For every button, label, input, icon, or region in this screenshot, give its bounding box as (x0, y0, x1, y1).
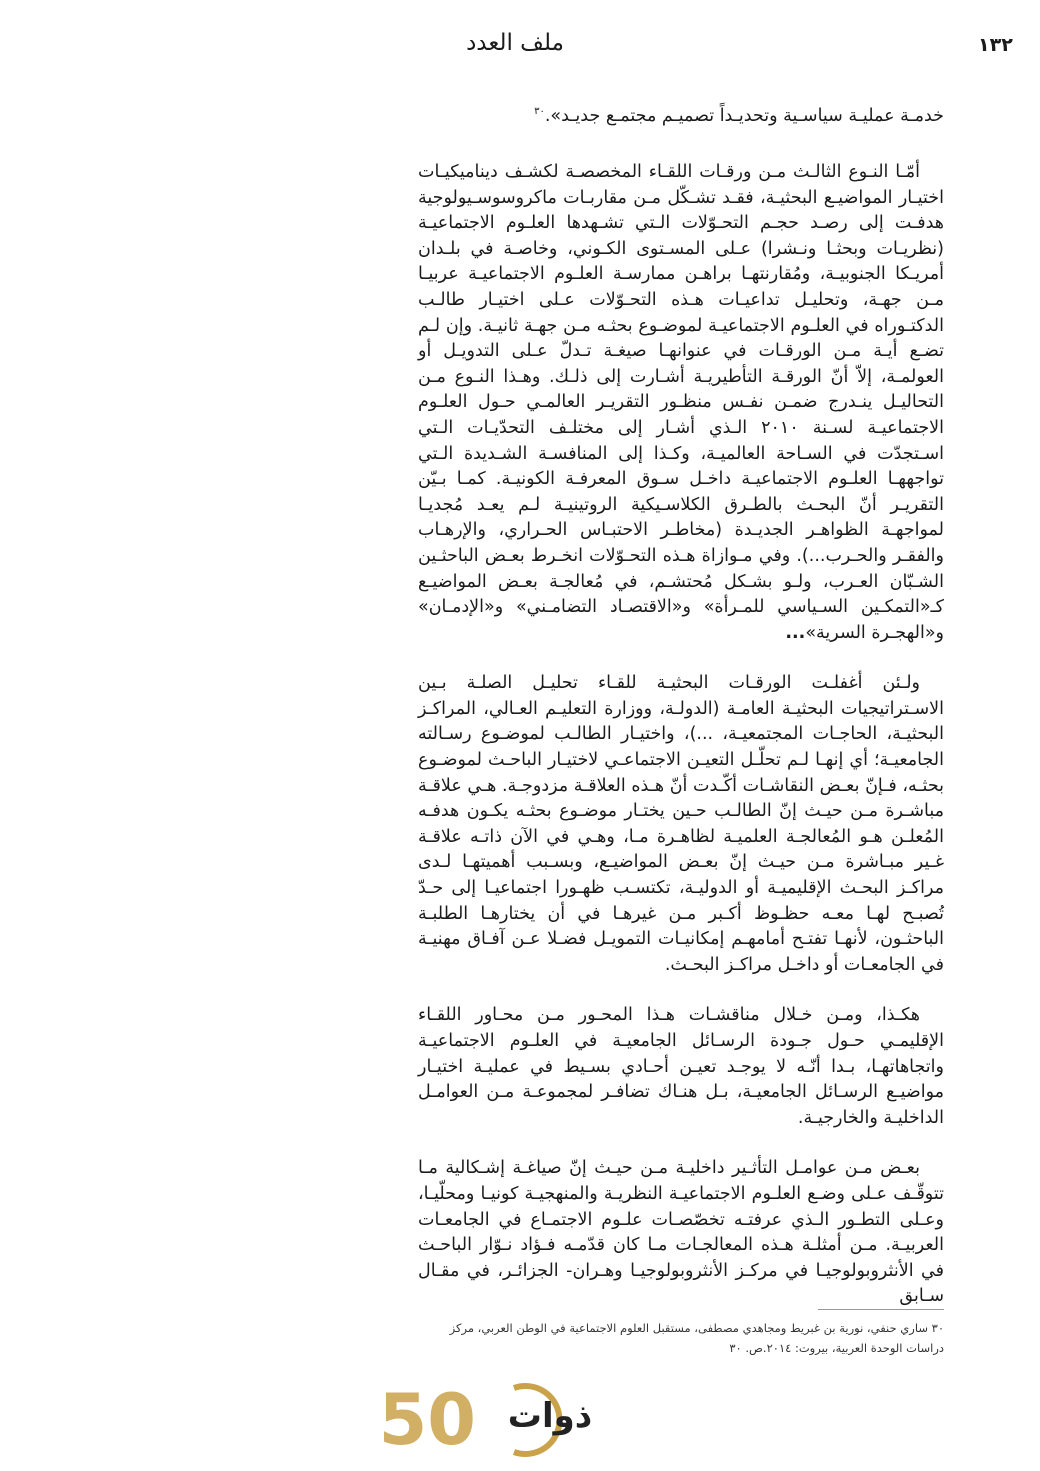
publisher-logo (378, 1378, 610, 1461)
paragraph-4: هكـذا، ومـن خـلال مناقشـات هـذا المحـور مـن محـاور اللقـاء الإقليمـي حـول جـودة الرسـائل الجامعيـة في العلـوم الاجتماعيـة واتجاهاتهـا، بـدا أنّـه لا يوجـد تعيـن أحـادي بسـيط في عمليـة اختيـار مواضيـع الرسـائل الجامعيـة، بـل هنـاك تضافـر لمجموعـة مـن العوامـل الداخليـة والخارجيـة. (418, 1005, 944, 1128)
ellipsis: ... (785, 622, 806, 643)
article-body-main (418, 160, 944, 1335)
paragraph-5: بعـض مـن عوامـل التأثـير داخليـة مـن حيـث إنّ صياغـة إشـكالية مـا تتوقّـف عـلى وضـع العلـوم الاجتماعيـة النظريـة والمنهجيـة كونيـا ومحلّيـا، وعـلى التطـور الـذي عرفتـه تخصّصـات علـوم الاجتمـاع في الجامعـات العربيـة. مـن أمثلـة هـذه المعالجـات مـا كان قدّمـه فـؤاد نـوّار الباحـث في الأنثروبولوجيـا في مركـز الأنثروبولوجيـا وهـران- الجزائـر، في مقـال سـابق (418, 1158, 944, 1307)
page-number: ١٣٢ (978, 34, 1013, 56)
section-title: ملف العدد (466, 30, 564, 56)
footnote-ref[interactable]: ٣٠ (534, 106, 545, 118)
footnote: ٣٠ ساري حنفي، نورية بن غبريط ومجاهدي مصطفى، مستقبل العلوم الاجتماعية في الوطن العربي، مركز دراسات الوحدة العربية، بيروت: ٢٠١٤.ص. ٣٠ (449, 1321, 944, 1355)
paragraph-1: خدمـة عمليـة سياسـية وتحديـداً تصميـم مجتمـع جديـد».$^{٣٠}$ (534, 106, 944, 126)
footnote-divider (818, 1309, 944, 1310)
article-body (418, 104, 944, 155)
paragraph-3: ولـئن أغفلـت الورقـات البحثيـة للقـاء تحليـل الصلـة بـين الاسـتراتيجيات البحثيـة العامـة (الدولـة، ووزارة التعليـم العـالي، المراكـز البحثيـة، الحاجـات المجتمعيـة، ...)، واختيـار الطالـب لموضـوع رسـالته الجامعيـة؛ أي إنهـا لـم تحلّـل التعيـن الاجتماعـي لاختيـار الباحـث لموضـوع بحثـه، فـإنّ بعـض النقاشـات أكّـدت أنّ هـذه العلاقـة مزدوجـة. هـي علاقـة مباشـرة مـن حيـث إنّ الطالـب حـين يختـار موضـوع بحثـه يكـون هدفـه المُعلـن هـو المُعالجـة العلميـة لظاهـرة مـا، وهـي في الآن ذاتـه علاقـة غـير مبـاشرة مـن حيـث إنّ بعـض المواضيـع، وبسـبب أهميتهـا لـدى مراكـز البحـث الإقليميـة أو الدوليـة، تكتسـب ظهـورا اجتماعيـا إلى حـدّ تُصبـح لهـا معـه حظـوظ أكـبر مـن غيرهـا في أن يختارهـا الطلبـة الباحثـون، لأنهـا تفتـح أمامهـم إمكانيـات التمويـل فضـلا عـن آفـاق مهنيـة في الجامعـات أو داخـل مراكـز البحـث. (418, 673, 944, 975)
logo-badge: 50 (378, 1379, 476, 1461)
logo-text: ذوات (507, 1396, 593, 1436)
paragraph-2: أمّـا النـوع الثالـث مـن ورقـات اللقـاء المخصصـة لكشـف ديناميكيـات اختيـار المواضيـع البحثيـة، فقـد تشـكّل مـن مقاربـات ماكروسوسـيولوجية هدفـت إلى رصـد حجـم التحـوّلات الـتي تشـهدها العلـوم الاجتماعيـة (نظريـات وبحثـا ونـشرا) عـلى المسـتوى الكـوني، وخاصـة في بلـدان أمريـكا الجنوبيـة، ومُقارنتهـا براهـن ممارسـة العلـوم الاجتماعيـة عربيـا مـن جهـة، وتحليـل تداعيـات هـذه التحـوّلات عـلى اختيـار طالـب الدكتـوراه في العلـوم الاجتماعيـة لموضـوع بحثـه مـن جهـة ثانيـة. وإن لـم تضـع أيـة مـن الورقـات في عنوانهـا صيغـة تـدلّ عـلى التدويـل أو العولمـة، إلاّ أنّ الورقـة التأطيريـة أشـارت إلى ذلـك. وهـذا النـوع مـن التحاليـل ينـدرج ضمـن نفـس منظـور التقريـر العالمـي حـول العلـوم الاجتماعيـة لسـنة ٢٠١٠ الـذي أشـار إلى مختلـف التحدّيـات الـتي اسـتجدّت في السـاحة العالميـة، وكـذا إلى المنافسـة الشـديدة الـتي تواجههـا العلـوم الاجتماعيـة داخـل سـوق المعرفـة الكونيـة. كمـا بـيّن التقريـر أنّ البحـث بالطـرق الكلاسـيكية الروتينيـة لـم يعـد مُجديـا لمواجهـة الظواهـر الجديـدة (مخاطـر الاحتبـاس الحـراري، والإرهـاب والفقـر والحـرب...). وفي مـوازاة هـذه التحـوّلات انخـرط بعـض الباحثـين الشـبّان العـرب، ولـو بشـكل مُحتشـم، في مُعالجـة بعـض المواضيـع كـ«التمكـين السـياسي للمـرأة» و«الاقتصـاد التضامـني» و«الإدمـان» و«الهجـرة السرية»... (418, 162, 945, 643)
